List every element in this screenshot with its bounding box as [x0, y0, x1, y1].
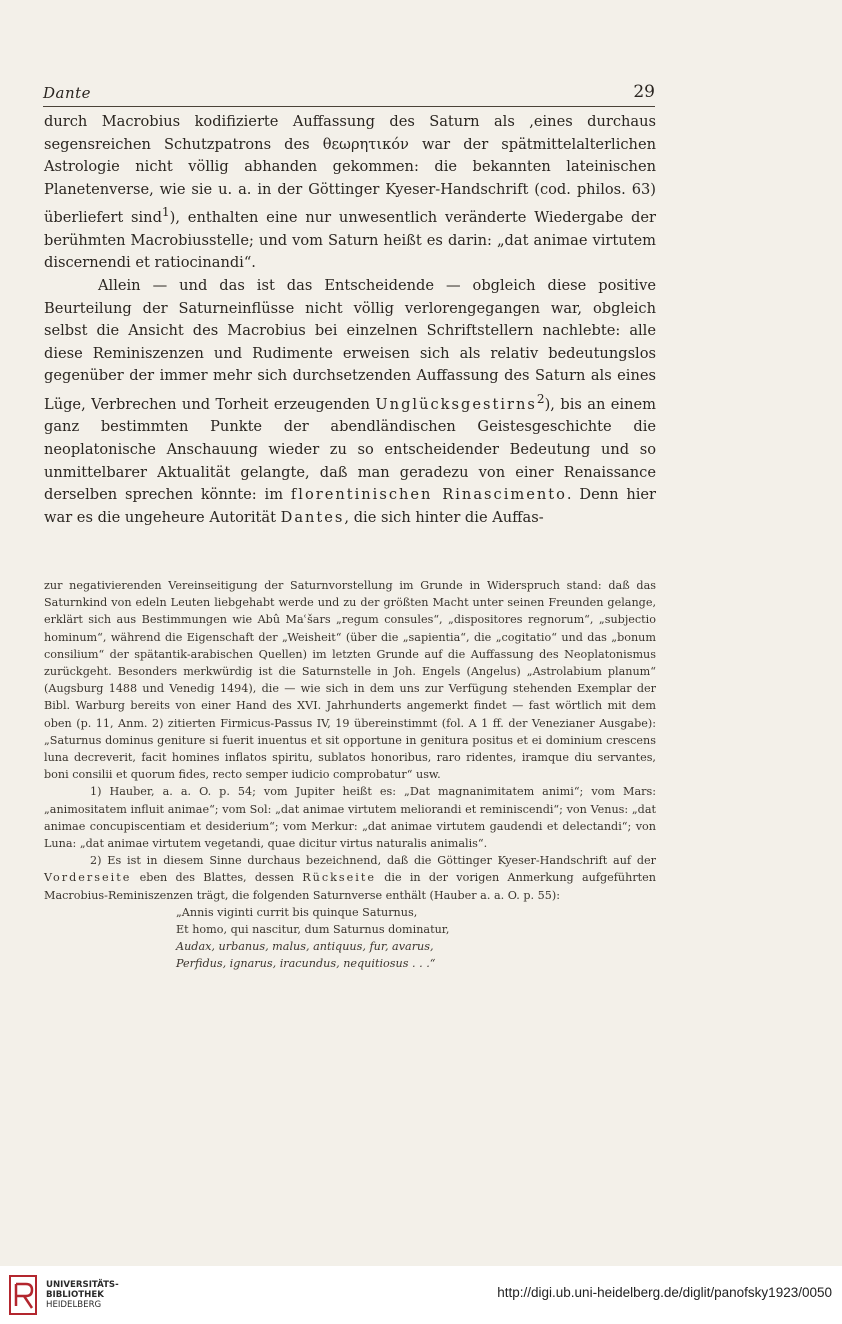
- footnote-2-text-a: 2) Es ist in diesem Sinne durchaus bezeichnend, daß die Göttinger Kyeser-Handschrift auf der: [90, 854, 656, 868]
- paragraph-2-text-b: ), bis an einem ganz bestimmten Punkte der abendländischen Geistesgeschichte die neoplatonische Anschauung wieder zu so entscheidender Bedeutung und so unmittelbarer Aktualität gelangte, daß man geradezu von einer Renaissance derselben sprechen könnte: im: [44, 395, 656, 504]
- page-number: 29: [633, 82, 655, 102]
- emphasis-vorderseite: Vorderseite: [44, 871, 132, 885]
- library-name-line: BIBLIOTHEK: [46, 1290, 104, 1300]
- library-name-line: HEIDELBERG: [46, 1300, 102, 1310]
- footnote-2: [44, 852, 656, 904]
- footnote-continuation: zur negativierenden Vereinseitigung der Saturnvorstellung im Grunde in Widerspruch stand: daß das Saturnkind von edeln Leuten liebgehabt werde und zu der größten Macht unter seinen Freunden gelange, erklärt sich aus Bestimmungen wie Abû Maʿšars „regum consules“, „dispositores regnorum“, „subjectio hominum“, während die Eigenschaft der „Weisheit“ (über die „sapientia“, die „cogitatio“ und das „bonum consilium“ der spätantik-arabischen Quellen) im letzten Grunde auf die Auffassung des Neoplatonismus zurückgeht. Besonders merkwürdig ist die Saturnstelle in Joh. Engels (Angelus) „Astrolabium planum“ (Augsburg 1488 und Venedig 1494), die — wie sich in dem uns zur Verfügung stehenden Exemplar der Bibl. Warburg bereits von einer Hand des XVI. Jahrhunderts angemerkt findet — fast wörtlich mit dem oben (p. 11, Anm. 2) zitierten Firmicus-Passus IV, 19 übereinstimmt (fol. A 1 ff. der Venezianer Ausgabe): „Saturnus dominus geniture si fuerit inuentus et sit opportune in genitura positus et ei dominium crescens luna decreverit, facit homines inflatos spiritu, sublatos honoribus, raro ridentes, iramque diu servantes, boni consilii et quorum fides, recto semper iudicio comprobatur“ usw.: [44, 579, 656, 782]
- paragraph-2-text-d: , die sich hinter die Auffas-: [344, 508, 544, 526]
- footer-bar: [0, 1266, 842, 1324]
- paragraph-1-text: durch Macrobius kodifizierte Auffassung des Saturn als ,eines durchaus segensreichen Schutzpatrons des θεωρητικόν war der spätmittelalterlichen Astrologie nicht völlig abhanden gekommen: die bekannten lateinischen Planetenverse, wie sie u. a. in der Göttinger Kyeser-Handschrift (cod. philos. 63) überliefert sind: [44, 113, 656, 227]
- verse-line: „Annis viginti currit bis quinque Saturnus,: [176, 905, 418, 919]
- library-name: [46, 1280, 119, 1310]
- verse-line: Et homo, qui nascitur, dum Saturnus dominatur,: [176, 923, 450, 937]
- paragraph-1: [44, 111, 656, 275]
- footnotes: [44, 577, 656, 973]
- library-name-line: UNIVERSITÄTS-: [46, 1280, 119, 1290]
- footnote-2-text-c: die in der vorigen Anmerkung aufgeführten Macrobius-Reminiszenzen trägt, die folgenden Saturnverse enthält (Hauber a. a. O. p. 55):: [44, 871, 656, 902]
- running-title: Dante: [43, 84, 92, 102]
- verse-line: Audax, urbanus, malus, antiquus, fur, avarus,: [176, 940, 434, 954]
- paragraph-1-text-end: ), enthalten eine nur unwesentlich veränderte Wiedergabe der berühmten Macrobiusstelle; und vom Saturn heißt es darin: „dat animae virtutem discernendi et ratiocinandi“.: [44, 209, 656, 272]
- running-header: [43, 84, 655, 107]
- emphasis-unglucksgestirns: Unglücksgestirns: [375, 395, 537, 413]
- emphasis-rinascimento: florentinischen Rinascimento: [290, 486, 567, 504]
- main-text: [44, 111, 656, 529]
- footnote-ref-1: 1: [161, 205, 170, 220]
- verse-line: Perfidus, ignarus, iracundus, nequitiosus . . .“: [176, 957, 436, 971]
- emphasis-dantes: Dantes: [280, 508, 345, 526]
- emphasis-ruckseite: Rückseite: [302, 871, 376, 885]
- source-url-link[interactable]: http://digi.ub.uni-heidelberg.de/diglit/panofsky1923/0050: [497, 1285, 832, 1300]
- paragraph-2: [44, 275, 656, 529]
- paragraph-2-text-c: . Denn hier war es die ungeheure Autorität: [44, 486, 657, 526]
- library-logo-icon: [8, 1274, 40, 1316]
- paragraph-2-text-a: Allein — und das ist das Entscheidende — obgleich diese positive Beurteilung der Saturneinflüsse nicht völlig verlorengegangen war, obgleich selbst die Ansicht des Macrobius bei einzelnen Schriftstellern nachlebte: alle diese Reminiszenzen und Rudimente erweisen sich als relativ bedeutungslos gegenüber der immer mehr sich durchsetzenden Auffassung des Saturn als eines Lüge, Verbrechen und Torheit erzeugenden: [44, 277, 656, 413]
- footnote-1: 1) Hauber, a. a. O. p. 54; vom Jupiter heißt es: „Dat magnanimitatem animi“; vom Mars: „animositatem influit animae“; vom Sol: „dat animae virtutem meliorandi et reminiscendi“; von Venus: „dat animae concupiscentiam et desiderium“; vom Merkur: „dat animae virtutem gaudendi et delectandi“; von Luna: „dat animae virtutem vegetandi, quae dicitur virtus naturalis animalis“.: [44, 785, 656, 851]
- footnote-2-text-b: eben des Blattes, dessen: [131, 871, 303, 885]
- footnote-ref-2: 2: [536, 391, 545, 406]
- saturn-verse: [176, 904, 656, 973]
